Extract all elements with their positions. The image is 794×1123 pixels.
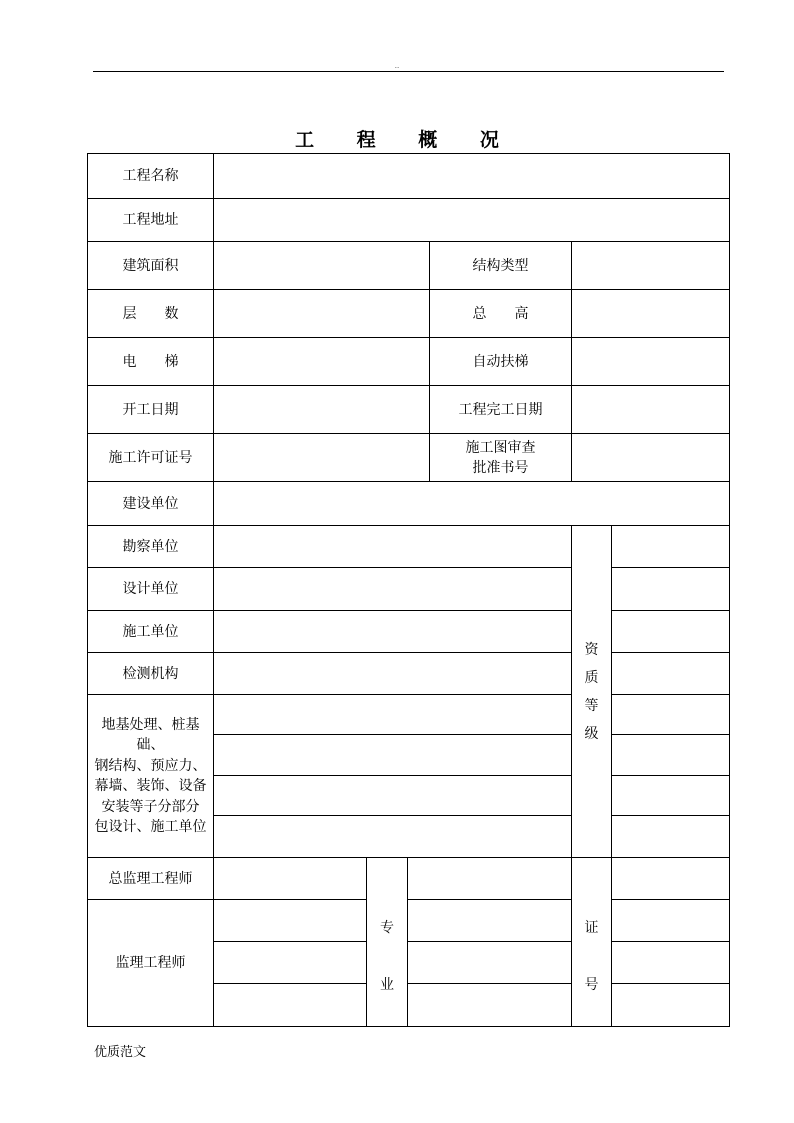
grid-line (407, 983, 571, 984)
grid-line (611, 815, 730, 816)
construction-permit-value[interactable] (214, 434, 429, 481)
grid-line (611, 775, 730, 776)
label-chief-supervisor: 总监理工程师 (108, 870, 193, 887)
label-specialty (367, 900, 407, 1014)
grid-line (611, 652, 730, 653)
project-address-value[interactable] (214, 199, 729, 241)
label-survey-unit: 勘察单位 (122, 538, 179, 555)
grid-line (407, 899, 571, 900)
grid-line (213, 941, 367, 942)
grid-line (213, 815, 571, 816)
label-project-address: 工程地址 (122, 212, 179, 228)
label-construction-permit: 施工许可证号 (108, 449, 193, 466)
grid-line (611, 525, 612, 1026)
label-start-date: 开工日期 (122, 401, 179, 418)
grid-line (87, 1026, 730, 1027)
qualification-char: 质 (584, 670, 599, 686)
drawing-review-value[interactable] (572, 434, 729, 481)
label-elevator: 电 梯 (122, 353, 179, 370)
structure-type-value[interactable] (572, 242, 729, 289)
qualification-char: 等 (584, 698, 599, 714)
specialty-char: 专 (380, 920, 394, 936)
total-height-value[interactable] (572, 290, 729, 337)
grid-line (729, 153, 730, 1027)
grid-line (611, 734, 730, 735)
certificate-char: 号 (584, 977, 599, 993)
page-title: 工 程 概 况 (295, 129, 517, 151)
label-qualification-grade (572, 636, 611, 748)
label-completion-date: 工程完工日期 (458, 401, 543, 418)
grid-line (611, 941, 730, 942)
grid-line (213, 734, 571, 735)
developer-value[interactable] (214, 482, 729, 525)
header-dots: .. (394, 62, 400, 70)
grid-line (213, 983, 367, 984)
label-construction-unit: 施工单位 (122, 623, 179, 640)
label-supervisor: 监理工程师 (115, 955, 186, 971)
footer-text: 优质范文 (94, 1045, 147, 1060)
grid-line (611, 899, 730, 900)
elevator-value[interactable] (214, 338, 429, 385)
qualification-char: 资 (584, 642, 599, 658)
building-area-value[interactable] (214, 242, 429, 289)
label-building-area: 建筑面积 (122, 257, 179, 274)
label-subcontract-units: 地基处理、桩基础、 钢结构、预应力、 幕墙、装饰、设备 安装等子分部分 包设计、施工单位 (94, 716, 207, 835)
label-drawing-review: 施工图审查 批准书号 (465, 439, 536, 476)
grid-line (611, 567, 730, 568)
label-certificate-no (572, 900, 611, 1014)
label-project-name: 工程名称 (122, 168, 179, 184)
grid-line (407, 857, 408, 1026)
certificate-char: 证 (584, 920, 599, 936)
grid-line (611, 610, 730, 611)
grid-line (611, 694, 730, 695)
escalator-value[interactable] (572, 338, 729, 385)
label-floors: 层 数 (122, 305, 179, 322)
label-escalator: 自动扶梯 (472, 353, 529, 370)
grid-line (407, 941, 571, 942)
start-date-value[interactable] (214, 386, 429, 433)
label-developer: 建设单位 (122, 495, 179, 512)
label-total-height: 总 高 (472, 305, 529, 322)
grid-line (611, 983, 730, 984)
specialty-char: 业 (380, 977, 394, 993)
label-structure-type: 结构类型 (472, 257, 529, 274)
grid-line (213, 775, 571, 776)
floors-value[interactable] (214, 290, 429, 337)
project-name-value[interactable] (214, 154, 729, 198)
label-design-unit: 设计单位 (122, 581, 179, 597)
completion-date-value[interactable] (572, 386, 729, 433)
label-testing-agency: 检测机构 (122, 665, 179, 682)
qualification-char: 级 (584, 726, 599, 742)
header-rule (93, 71, 724, 72)
